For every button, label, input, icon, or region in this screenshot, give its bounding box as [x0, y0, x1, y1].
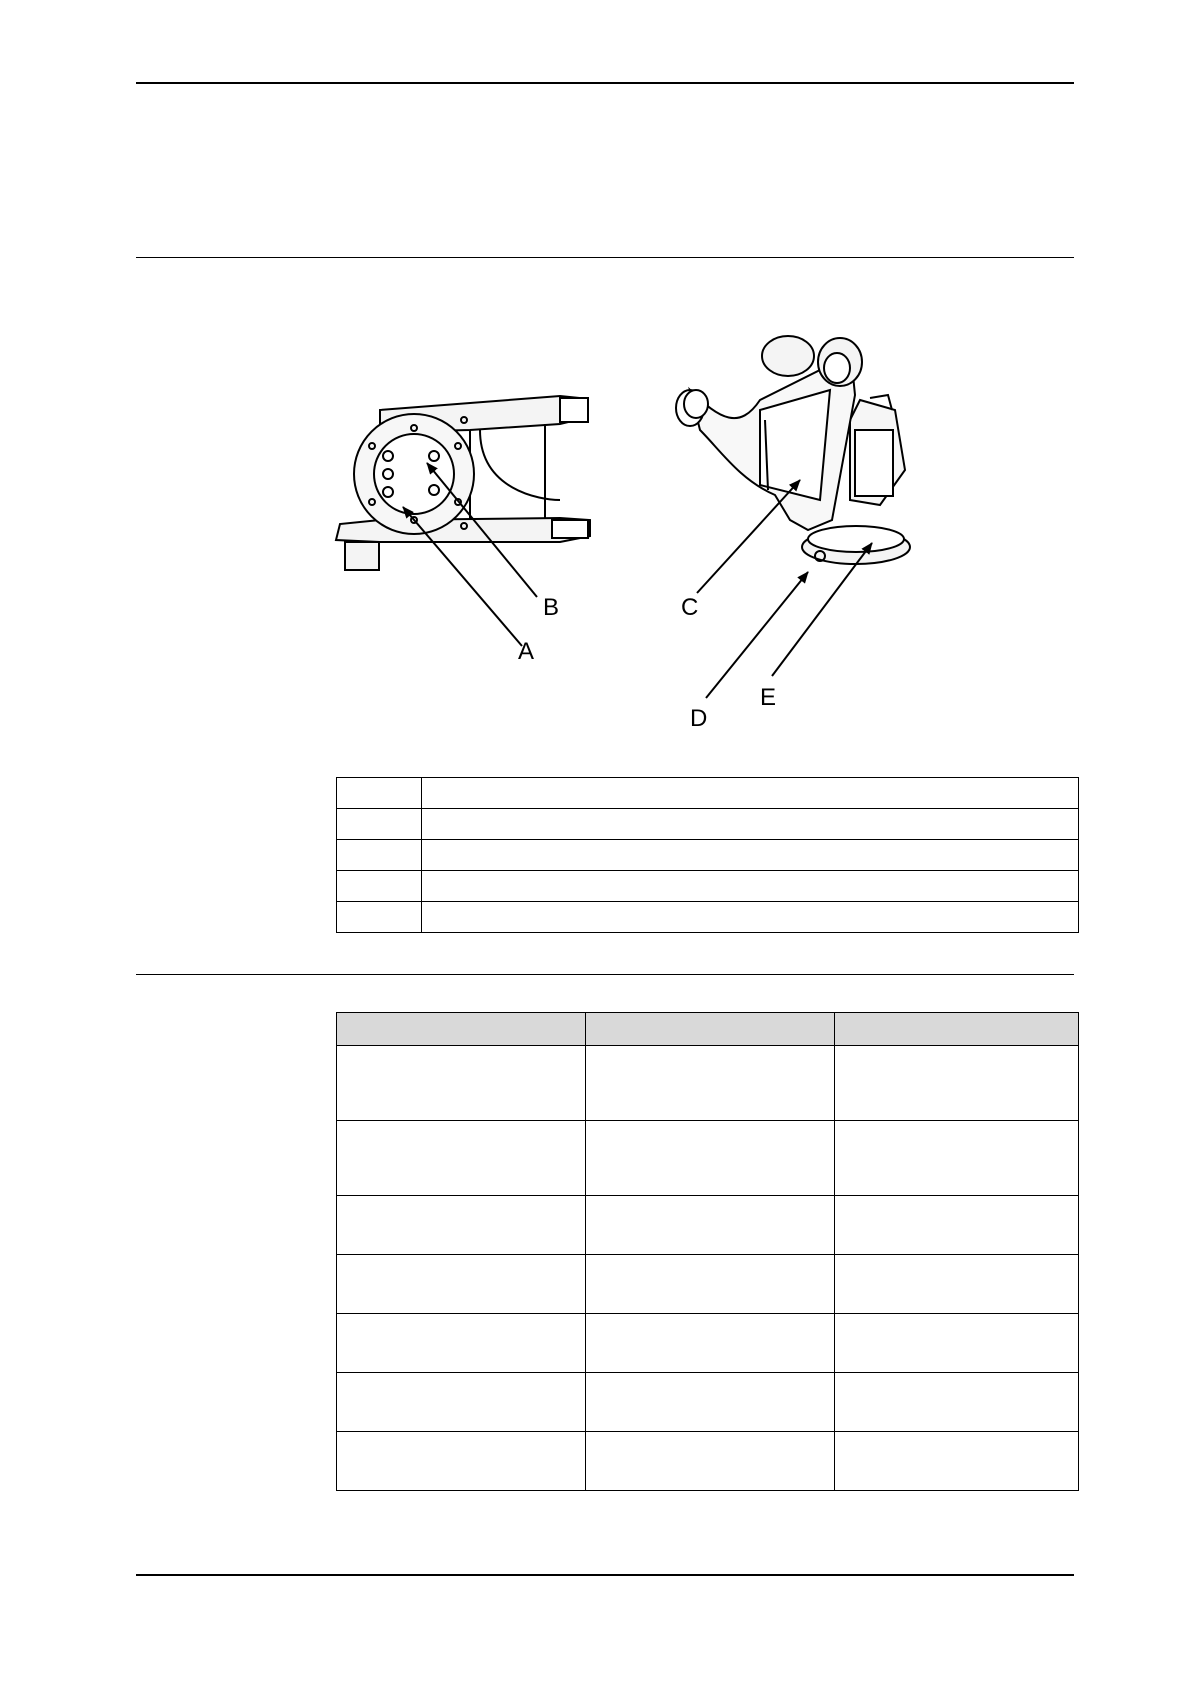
- legend-key: [337, 778, 422, 809]
- table-cell: [586, 1432, 835, 1491]
- column-header: [586, 1013, 835, 1046]
- table-cell: [586, 1121, 835, 1196]
- footer-rule: [136, 1574, 1074, 1576]
- table-cell: [337, 1121, 586, 1196]
- table-row: [337, 1314, 1079, 1373]
- table-header-row: [337, 1013, 1079, 1046]
- table-row: [337, 871, 1079, 902]
- legend-key: [337, 902, 422, 933]
- table-cell: [586, 1373, 835, 1432]
- table-row: [337, 1373, 1079, 1432]
- robot-axis-illustration: [0, 0, 1191, 740]
- upper-arm-base-perspective-drawing: [676, 336, 910, 564]
- legend-text: [422, 809, 1079, 840]
- table-cell: [586, 1196, 835, 1255]
- table-row: [337, 840, 1079, 871]
- table-row: [337, 902, 1079, 933]
- table-row: [337, 1432, 1079, 1491]
- table-cell: [835, 1196, 1079, 1255]
- table-row: [337, 778, 1079, 809]
- table-cell: [337, 1046, 586, 1121]
- table-cell: [337, 1314, 586, 1373]
- callout-a: A: [518, 638, 535, 665]
- legend-key: [337, 809, 422, 840]
- legend-text: [422, 871, 1079, 902]
- section-rule-middle: [136, 974, 1074, 975]
- table-row: [337, 809, 1079, 840]
- table-cell: [586, 1255, 835, 1314]
- table-row: [337, 1196, 1079, 1255]
- legend-key: [337, 871, 422, 902]
- column-header: [337, 1013, 586, 1046]
- callout-c: C: [681, 594, 699, 621]
- parts-legend-table: [336, 777, 1079, 933]
- spec-table: [336, 1012, 1079, 1491]
- callout-b: B: [543, 594, 560, 621]
- table-cell: [337, 1255, 586, 1314]
- table-cell: [835, 1046, 1079, 1121]
- legend-text: [422, 778, 1079, 809]
- table-cell: [586, 1046, 835, 1121]
- table-cell: [835, 1432, 1079, 1491]
- table-cell: [835, 1373, 1079, 1432]
- table-row: [337, 1255, 1079, 1314]
- table-cell: [586, 1314, 835, 1373]
- column-header: [835, 1013, 1079, 1046]
- legend-text: [422, 840, 1079, 871]
- table-row: [337, 1121, 1079, 1196]
- table-cell: [337, 1432, 586, 1491]
- table-cell: [337, 1373, 586, 1432]
- callout-e: E: [760, 684, 777, 711]
- table-cell: [835, 1121, 1079, 1196]
- table-cell: [835, 1255, 1079, 1314]
- legend-key: [337, 840, 422, 871]
- table-row: [337, 1046, 1079, 1121]
- callout-d: D: [690, 705, 708, 732]
- lower-arm-side-view-drawing: [336, 396, 590, 570]
- table-cell: [337, 1196, 586, 1255]
- table-cell: [835, 1314, 1079, 1373]
- legend-text: [422, 902, 1079, 933]
